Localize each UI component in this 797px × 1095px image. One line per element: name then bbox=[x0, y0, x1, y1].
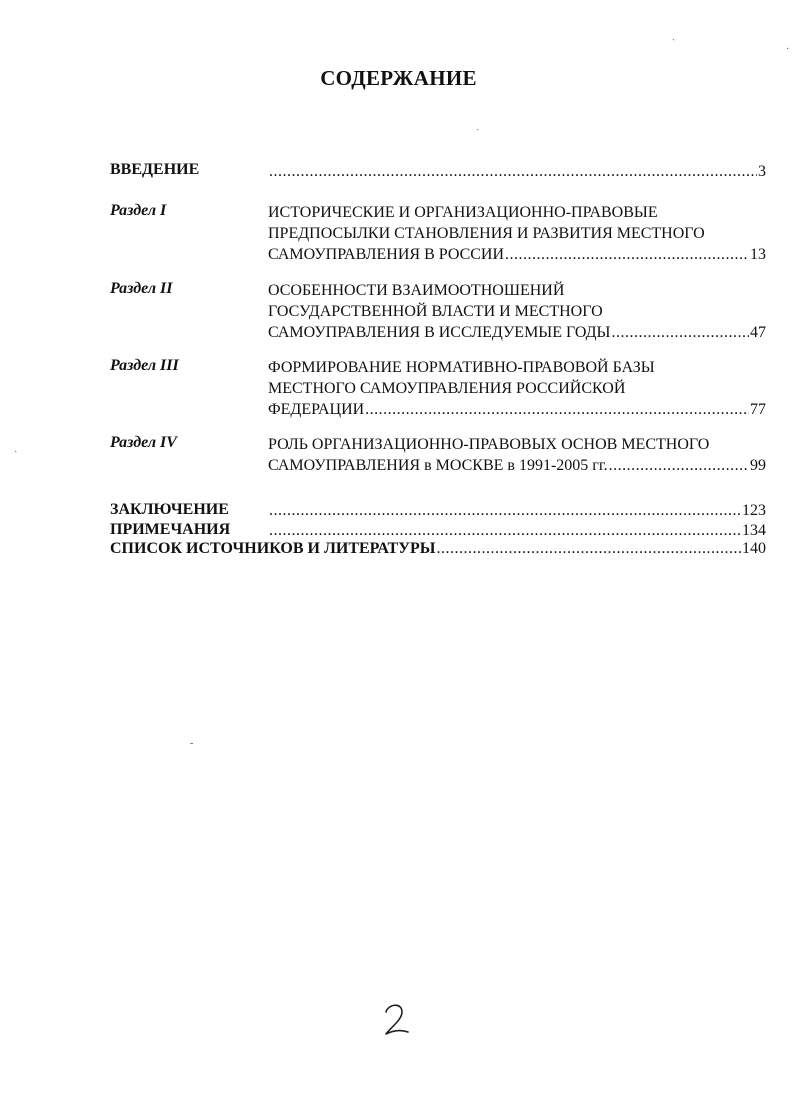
dot-leader bbox=[436, 540, 741, 558]
toc-title-line: ПРЕДПОСЫЛКИ СТАНОВЛЕНИЯ И РАЗВИТИЯ МЕСТНОГО bbox=[268, 225, 705, 242]
toc-title-line: МЕСТНОГО САМОУПРАВЛЕНИЯ РОССИЙСКОЙ bbox=[268, 380, 626, 397]
toc-title-line: САМОУПРАВЛЕНИЯ В ИССЛЕДУЕМЫЕ ГОДЫ bbox=[268, 324, 611, 341]
dot-leader bbox=[269, 520, 741, 541]
toc-title-line: САМОУПРАВЛЕНИЯ в МОСКВЕ в 1991-2005 гг. bbox=[268, 457, 608, 474]
scan-speck: ˏ bbox=[672, 30, 676, 41]
toc-entry-notes[interactable] bbox=[110, 520, 766, 540]
toc-page-number: 77 bbox=[750, 401, 766, 418]
toc-title-line: ГОСУДАРСТВЕННОЙ ВЛАСТИ И МЕСТНОГО bbox=[268, 303, 603, 320]
toc-title-line: ИСТОРИЧЕСКИЕ И ОРГАНИЗАЦИОННО-ПРАВОВЫЕ bbox=[268, 204, 658, 221]
dot-leader bbox=[365, 399, 749, 420]
dot-leader bbox=[505, 244, 749, 265]
toc-page-number: 140 bbox=[742, 540, 766, 557]
toc-page-number: 134 bbox=[742, 522, 766, 539]
toc-entry-sources[interactable] bbox=[110, 540, 766, 558]
toc-label-intro: ВВЕДЕНИЕ bbox=[110, 161, 200, 178]
dot-leader bbox=[609, 455, 749, 476]
toc-title-line: ФЕДЕРАЦИИ bbox=[268, 401, 365, 418]
toc-title-line: РОЛЬ ОРГАНИЗАЦИОННО-ПРАВОВЫХ ОСНОВ МЕСТНОГО bbox=[268, 436, 710, 453]
toc-page-number: 99 bbox=[750, 457, 766, 474]
toc-label-notes: ПРИМЕЧАНИЯ bbox=[110, 521, 231, 538]
toc-label-conclusion: ЗАКЛЮЧЕНИЕ bbox=[110, 501, 229, 518]
dot-leader bbox=[612, 322, 749, 343]
toc-page-number: 47 bbox=[750, 324, 766, 341]
scan-speck: ˏ bbox=[14, 442, 18, 453]
scan-speck: - bbox=[190, 738, 194, 749]
scan-speck: · bbox=[786, 44, 790, 55]
toc-page-number: 3 bbox=[758, 163, 766, 180]
toc-entry-conclusion[interactable] bbox=[110, 500, 766, 520]
toc-label-sources: СПИСОК ИСТОЧНИКОВ И ЛИТЕРАТУРЫ bbox=[110, 540, 436, 557]
handwritten-page-number bbox=[380, 1000, 414, 1040]
dot-leader bbox=[269, 500, 741, 521]
toc-title-line: ФОРМИРОВАНИЕ НОРМАТИВНО-ПРАВОВОЙ БАЗЫ bbox=[268, 359, 655, 376]
toc-label-section: Раздел IV bbox=[110, 434, 177, 451]
toc-label-section: Раздел I bbox=[110, 202, 167, 219]
toc-title-line: ОСОБЕННОСТИ ВЗАИМООТНОШЕНИЙ bbox=[268, 282, 565, 299]
toc-label-section: Раздел III bbox=[110, 357, 179, 374]
toc-page-number: 13 bbox=[750, 246, 766, 263]
toc-title-line: САМОУПРАВЛЕНИЯ В РОССИИ bbox=[268, 246, 505, 263]
dot-leader bbox=[269, 161, 757, 182]
toc-page-number: 123 bbox=[742, 502, 766, 519]
page-title: СОДЕРЖАНИЕ bbox=[320, 66, 477, 90]
scan-speck: ˏ bbox=[476, 120, 480, 131]
toc-label-section: Раздел II bbox=[110, 280, 173, 297]
